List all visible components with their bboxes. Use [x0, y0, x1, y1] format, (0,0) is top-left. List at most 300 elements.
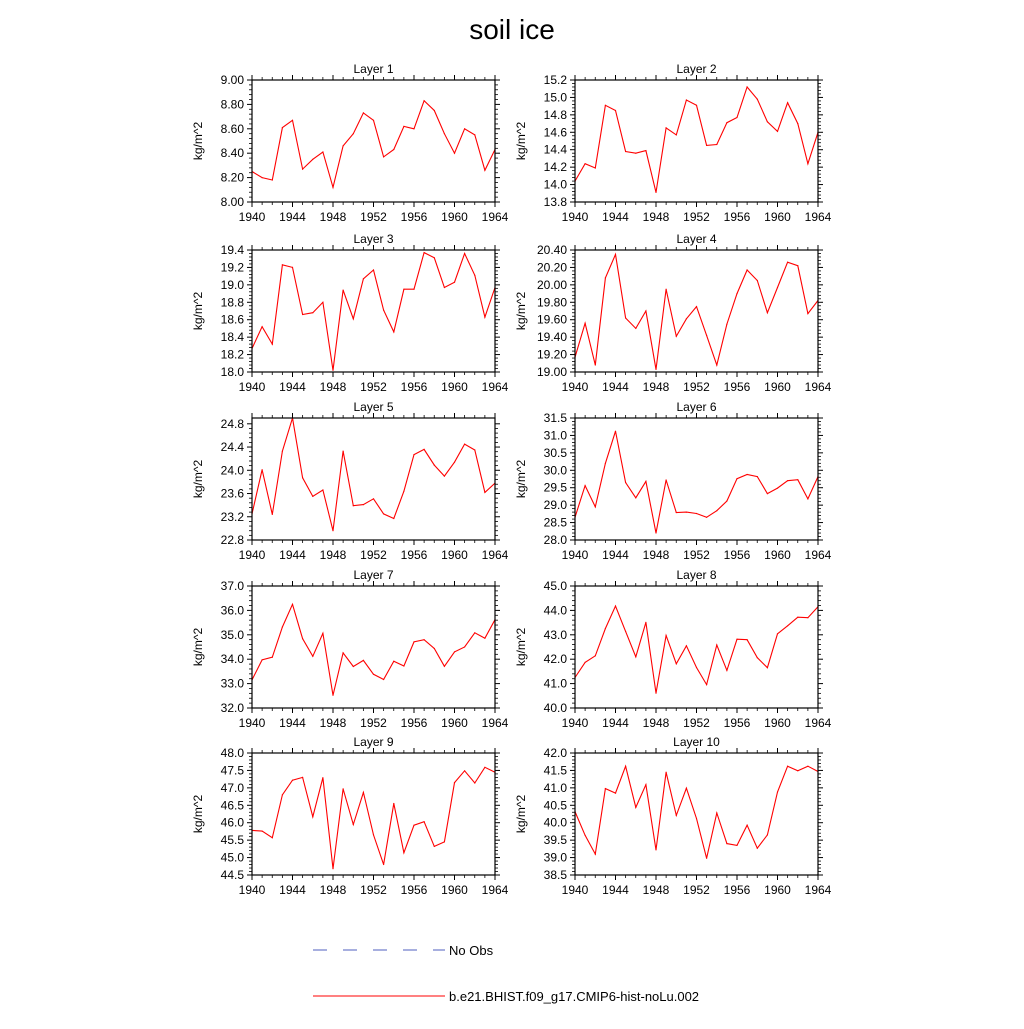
- data-point: [615, 431, 616, 432]
- data-point: [787, 480, 788, 481]
- data-point: [454, 651, 455, 652]
- data-point: [434, 257, 435, 258]
- y-tick-label: 33.0: [220, 676, 244, 691]
- x-tick-label: 1940: [238, 210, 266, 224]
- data-point: [605, 463, 606, 464]
- data-point: [332, 530, 333, 531]
- plot-frame: [252, 250, 495, 372]
- y-tick-label: 34.0: [220, 652, 244, 667]
- x-tick-label: 1960: [764, 548, 791, 562]
- data-point: [403, 289, 404, 290]
- x-tick-label: 1956: [723, 883, 751, 897]
- y-tick-label: 30.0: [543, 463, 567, 478]
- y-tick-label: 32.0: [220, 701, 244, 715]
- data-point: [777, 131, 778, 132]
- data-point: [686, 511, 687, 512]
- data-point: [373, 834, 374, 835]
- data-point: [484, 767, 485, 768]
- data-point: [464, 128, 465, 129]
- data-point: [353, 505, 354, 506]
- data-point: [424, 639, 425, 640]
- data-point: [332, 695, 333, 696]
- x-tick-label: 1952: [683, 883, 710, 897]
- data-point: [353, 824, 354, 825]
- x-tick-label: 1952: [360, 380, 387, 394]
- data-point: [332, 187, 333, 188]
- data-point: [363, 504, 364, 505]
- data-point: [272, 837, 273, 838]
- y-tick-label: 28.5: [543, 515, 567, 530]
- x-tick-label: 1952: [683, 716, 710, 730]
- data-point: [413, 825, 414, 826]
- panel-title: Layer 8: [676, 568, 717, 582]
- data-point: [716, 812, 717, 813]
- y-tick-label: 8.60: [220, 121, 244, 136]
- data-point: [332, 370, 333, 371]
- data-point: [696, 105, 697, 106]
- data-point: [272, 514, 273, 515]
- y-tick-label: 44.0: [543, 603, 567, 618]
- x-tick-label: 1944: [602, 210, 629, 224]
- data-point: [312, 816, 313, 817]
- y-tick-label: 39.0: [543, 850, 567, 865]
- y-tick-label: 30.5: [543, 445, 567, 460]
- data-point: [424, 252, 425, 253]
- data-point: [605, 788, 606, 789]
- data-point: [615, 110, 616, 111]
- data-point: [666, 127, 667, 128]
- data-point: [666, 289, 667, 290]
- data-point: [322, 489, 323, 490]
- data-point: [383, 679, 384, 680]
- x-tick-label: 1952: [683, 380, 710, 394]
- series-line: [252, 604, 495, 695]
- data-point: [403, 126, 404, 127]
- legend-obs-label: No Obs: [449, 943, 494, 958]
- panel-layer-8: [514, 568, 832, 730]
- data-point: [424, 449, 425, 450]
- plot-frame: [575, 586, 818, 708]
- x-tick-label: 1956: [723, 380, 751, 394]
- panel-layer-1: [191, 62, 509, 224]
- x-tick-label: 1964: [804, 548, 832, 562]
- y-tick-label: 20.40: [536, 243, 567, 257]
- data-point: [706, 684, 707, 685]
- x-tick-label: 1964: [481, 548, 509, 562]
- data-point: [484, 492, 485, 493]
- panel-layer-2: [514, 62, 832, 224]
- data-point: [666, 635, 667, 636]
- x-tick-label: 1964: [804, 380, 832, 394]
- x-tick-label: 1952: [683, 548, 710, 562]
- data-point: [655, 192, 656, 193]
- data-point: [726, 324, 727, 325]
- y-tick-label: 48.0: [220, 746, 244, 760]
- y-tick-label: 20.00: [536, 277, 567, 292]
- data-point: [292, 120, 293, 121]
- series-line: [252, 767, 495, 868]
- data-point: [625, 151, 626, 152]
- y-tick-label: 14.8: [543, 107, 567, 122]
- data-point: [807, 163, 808, 164]
- y-tick-label: 19.00: [536, 365, 567, 379]
- plot-frame: [252, 80, 495, 202]
- y-tick-label: 19.20: [536, 347, 567, 362]
- data-point: [312, 656, 313, 657]
- y-tick-label: 18.0: [220, 365, 244, 379]
- data-point: [343, 652, 344, 653]
- panel-layer-5: [191, 400, 509, 562]
- data-point: [434, 465, 435, 466]
- y-axis-label: kg/m^2: [191, 291, 205, 331]
- data-point: [474, 632, 475, 633]
- data-point: [605, 105, 606, 106]
- data-point: [353, 133, 354, 134]
- y-tick-label: 18.8: [220, 295, 244, 310]
- data-point: [383, 156, 384, 157]
- data-point: [262, 469, 263, 470]
- data-point: [302, 169, 303, 170]
- panel-title: Layer 3: [353, 232, 394, 246]
- y-tick-label: 19.2: [220, 260, 244, 275]
- data-point: [736, 293, 737, 294]
- x-tick-label: 1952: [683, 210, 710, 224]
- x-tick-label: 1960: [764, 883, 791, 897]
- data-point: [413, 128, 414, 129]
- panel-title: Layer 2: [676, 62, 717, 76]
- plot-frame: [575, 250, 818, 372]
- data-point: [363, 112, 364, 113]
- data-point: [302, 314, 303, 315]
- x-tick-label: 1948: [642, 883, 670, 897]
- data-point: [736, 639, 737, 640]
- y-axis-label: kg/m^2: [191, 121, 205, 161]
- data-point: [716, 364, 717, 365]
- x-tick-label: 1940: [561, 210, 589, 224]
- y-tick-label: 40.5: [543, 798, 567, 813]
- panel-title: Layer 5: [353, 400, 394, 414]
- data-point: [686, 99, 687, 100]
- x-tick-label: 1948: [319, 380, 347, 394]
- data-point: [767, 312, 768, 313]
- y-axis-label: kg/m^2: [514, 121, 528, 161]
- y-tick-label: 14.2: [543, 160, 567, 175]
- y-tick-label: 44.5: [220, 868, 244, 882]
- data-point: [312, 312, 313, 313]
- data-point: [706, 517, 707, 518]
- data-point: [716, 510, 717, 511]
- x-tick-label: 1944: [279, 716, 306, 730]
- y-axis-label: kg/m^2: [191, 627, 205, 667]
- data-point: [413, 454, 414, 455]
- x-tick-label: 1940: [561, 883, 589, 897]
- data-point: [262, 659, 263, 660]
- panel-title: Layer 4: [676, 232, 717, 246]
- data-point: [393, 149, 394, 150]
- data-point: [807, 766, 808, 767]
- plot-frame: [575, 418, 818, 540]
- data-point: [282, 264, 283, 265]
- x-tick-label: 1944: [602, 716, 629, 730]
- data-point: [353, 318, 354, 319]
- x-tick-label: 1940: [238, 548, 266, 562]
- x-tick-label: 1956: [723, 548, 751, 562]
- y-tick-label: 41.5: [543, 763, 567, 778]
- x-tick-label: 1944: [602, 380, 629, 394]
- data-point: [726, 122, 727, 123]
- x-tick-label: 1944: [279, 380, 306, 394]
- data-point: [444, 841, 445, 842]
- x-tick-label: 1956: [723, 716, 751, 730]
- y-tick-label: 19.4: [220, 243, 244, 257]
- data-point: [736, 478, 737, 479]
- data-point: [282, 127, 283, 128]
- x-tick-label: 1956: [400, 380, 428, 394]
- data-point: [655, 849, 656, 850]
- data-point: [343, 788, 344, 789]
- data-point: [777, 287, 778, 288]
- data-point: [605, 628, 606, 629]
- data-point: [424, 821, 425, 822]
- panel-layer-3: [191, 232, 509, 394]
- y-tick-label: 42.0: [543, 746, 567, 760]
- series-line: [575, 606, 818, 693]
- data-point: [484, 317, 485, 318]
- data-point: [424, 100, 425, 101]
- y-tick-label: 20.20: [536, 260, 567, 275]
- series-line: [575, 87, 818, 192]
- x-tick-label: 1940: [238, 716, 266, 730]
- data-point: [262, 326, 263, 327]
- data-point: [464, 770, 465, 771]
- panel-title: Layer 1: [353, 62, 394, 76]
- data-point: [696, 667, 697, 668]
- data-point: [585, 323, 586, 324]
- y-tick-label: 19.40: [536, 330, 567, 345]
- data-point: [706, 335, 707, 336]
- plot-frame: [252, 418, 495, 540]
- y-tick-label: 8.20: [220, 170, 244, 185]
- data-point: [393, 661, 394, 662]
- y-tick-label: 45.0: [543, 579, 567, 593]
- data-point: [393, 518, 394, 519]
- panel-title: Layer 9: [353, 735, 394, 749]
- x-tick-label: 1964: [481, 380, 509, 394]
- data-point: [454, 782, 455, 783]
- plot-frame: [575, 753, 818, 875]
- data-point: [666, 772, 667, 773]
- x-tick-label: 1940: [561, 716, 589, 730]
- data-point: [484, 170, 485, 171]
- data-point: [464, 253, 465, 254]
- data-point: [615, 605, 616, 606]
- data-point: [757, 657, 758, 658]
- x-tick-label: 1948: [319, 883, 347, 897]
- x-tick-label: 1944: [602, 883, 629, 897]
- data-point: [464, 646, 465, 647]
- data-point: [272, 657, 273, 658]
- data-point: [373, 120, 374, 121]
- x-tick-label: 1944: [602, 548, 629, 562]
- data-point: [444, 476, 445, 477]
- data-point: [747, 86, 748, 87]
- data-point: [292, 267, 293, 268]
- y-tick-label: 18.4: [220, 330, 244, 345]
- data-point: [716, 144, 717, 145]
- figure-title: soil ice: [469, 14, 555, 45]
- data-point: [444, 133, 445, 134]
- legend: [313, 943, 699, 1004]
- data-point: [645, 622, 646, 623]
- data-point: [585, 662, 586, 663]
- data-point: [454, 282, 455, 283]
- x-tick-label: 1956: [400, 210, 428, 224]
- data-point: [676, 663, 677, 664]
- data-point: [262, 177, 263, 178]
- data-point: [434, 648, 435, 649]
- y-tick-label: 8.00: [220, 195, 244, 209]
- data-point: [322, 302, 323, 303]
- data-point: [655, 369, 656, 370]
- data-point: [655, 532, 656, 533]
- y-axis-label: kg/m^2: [191, 794, 205, 834]
- x-tick-label: 1964: [481, 883, 509, 897]
- x-tick-label: 1944: [279, 883, 306, 897]
- panel-title: Layer 7: [353, 568, 394, 582]
- y-tick-label: 19.0: [220, 277, 244, 292]
- data-point: [807, 313, 808, 314]
- data-point: [302, 477, 303, 478]
- data-point: [363, 660, 364, 661]
- y-tick-label: 19.80: [536, 295, 567, 310]
- data-point: [696, 818, 697, 819]
- data-point: [595, 506, 596, 507]
- x-tick-label: 1960: [441, 883, 468, 897]
- data-point: [807, 617, 808, 618]
- data-point: [444, 287, 445, 288]
- y-tick-label: 41.0: [543, 780, 567, 795]
- x-tick-label: 1944: [279, 210, 306, 224]
- data-point: [747, 474, 748, 475]
- data-point: [383, 864, 384, 865]
- y-tick-label: 23.6: [220, 486, 244, 501]
- data-point: [757, 848, 758, 849]
- data-point: [302, 777, 303, 778]
- x-tick-label: 1960: [764, 210, 791, 224]
- data-point: [403, 491, 404, 492]
- y-tick-label: 46.5: [220, 798, 244, 813]
- y-axis-label: kg/m^2: [514, 794, 528, 834]
- data-point: [595, 655, 596, 656]
- x-tick-label: 1956: [400, 548, 428, 562]
- series-line: [575, 431, 818, 533]
- data-point: [292, 604, 293, 605]
- panel-layer-10: [514, 735, 832, 897]
- y-tick-label: 45.5: [220, 833, 244, 848]
- data-point: [595, 167, 596, 168]
- data-point: [797, 123, 798, 124]
- data-point: [787, 102, 788, 103]
- data-point: [757, 476, 758, 477]
- y-tick-label: 40.0: [543, 701, 567, 715]
- data-point: [635, 656, 636, 657]
- panel-layer-6: [514, 400, 832, 562]
- plot-frame: [575, 80, 818, 202]
- y-tick-label: 47.5: [220, 763, 244, 778]
- x-tick-label: 1948: [319, 548, 347, 562]
- x-tick-label: 1948: [319, 210, 347, 224]
- data-point: [726, 843, 727, 844]
- x-tick-label: 1948: [642, 210, 670, 224]
- data-point: [777, 791, 778, 792]
- data-point: [272, 344, 273, 345]
- data-point: [373, 269, 374, 270]
- y-axis-label: kg/m^2: [514, 627, 528, 667]
- data-point: [474, 134, 475, 135]
- y-tick-label: 14.0: [543, 177, 567, 192]
- data-point: [474, 782, 475, 783]
- data-point: [373, 674, 374, 675]
- data-point: [645, 784, 646, 785]
- data-point: [797, 770, 798, 771]
- x-tick-label: 1940: [238, 883, 266, 897]
- data-point: [585, 835, 586, 836]
- y-tick-label: 23.2: [220, 509, 244, 524]
- x-tick-label: 1960: [764, 716, 791, 730]
- data-point: [353, 666, 354, 667]
- data-point: [645, 150, 646, 151]
- data-point: [706, 145, 707, 146]
- panel-title: Layer 6: [676, 400, 717, 414]
- data-point: [434, 846, 435, 847]
- data-point: [706, 858, 707, 859]
- data-point: [434, 110, 435, 111]
- panel-layer-9: [191, 735, 509, 897]
- panel-title: Layer 10: [673, 735, 720, 749]
- y-tick-label: 18.6: [220, 312, 244, 327]
- data-point: [484, 638, 485, 639]
- x-tick-label: 1948: [642, 716, 670, 730]
- data-point: [454, 462, 455, 463]
- y-tick-label: 8.80: [220, 97, 244, 112]
- plot-frame: [252, 586, 495, 708]
- y-tick-label: 28.0: [543, 533, 567, 547]
- x-tick-label: 1940: [561, 380, 589, 394]
- y-tick-label: 31.0: [543, 428, 567, 443]
- data-point: [383, 310, 384, 311]
- x-tick-label: 1952: [360, 548, 387, 562]
- y-tick-label: 29.5: [543, 480, 567, 495]
- data-point: [363, 278, 364, 279]
- y-tick-label: 14.4: [543, 142, 567, 157]
- y-tick-label: 39.5: [543, 833, 567, 848]
- x-tick-label: 1964: [804, 883, 832, 897]
- data-point: [635, 153, 636, 154]
- data-point: [332, 868, 333, 869]
- data-point: [747, 639, 748, 640]
- data-point: [696, 513, 697, 514]
- x-tick-label: 1940: [561, 548, 589, 562]
- data-point: [787, 766, 788, 767]
- x-tick-label: 1960: [764, 380, 791, 394]
- y-tick-label: 15.2: [543, 73, 567, 87]
- data-point: [747, 825, 748, 826]
- x-tick-label: 1960: [441, 380, 468, 394]
- data-point: [757, 99, 758, 100]
- y-tick-label: 24.0: [220, 463, 244, 478]
- data-point: [302, 638, 303, 639]
- series-line: [252, 101, 495, 188]
